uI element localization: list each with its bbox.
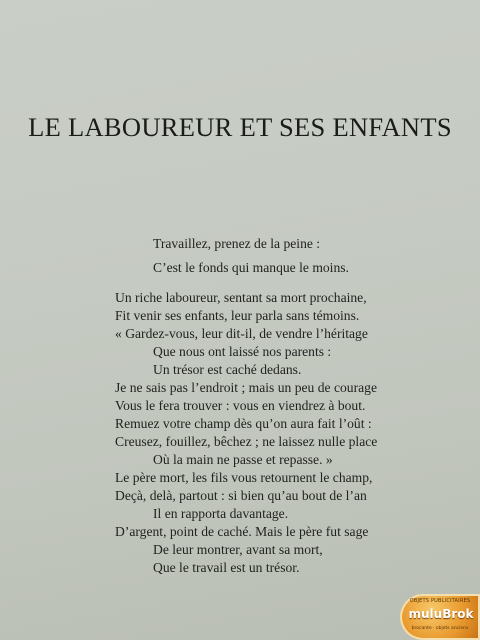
poem-line: Deçà, delà, partout : si bien qu’au bout de l’an — [115, 488, 367, 503]
poem-line: Que le travail est un trésor. — [153, 560, 300, 575]
poem-line: Je ne sais pas l’endroit ; mais un peu de courage — [115, 380, 377, 395]
poem-line: « Gardez-vous, leur dit-il, de vendre l’héritage — [115, 326, 368, 341]
poem-title: LE LABOUREUR ET SES ENFANTS — [28, 112, 452, 142]
watermark-bottom-text: brocante · objets anciens — [411, 626, 469, 631]
poem-line: Travaillez, prenez de la peine : — [153, 236, 321, 251]
poem-line: Il en rapporta davantage. — [153, 506, 289, 521]
watermark-brand: muluBrok — [408, 607, 474, 621]
poem-line: D’argent, point de caché. Mais le père fut sage — [115, 524, 369, 539]
poem-line: Remuez votre champ dès qu’on aura fait l’oût : — [115, 416, 372, 431]
poem-line: Un trésor est caché dedans. — [153, 362, 302, 377]
poem-line: Le père mort, les fils vous retournent le champ, — [115, 470, 373, 485]
poem-line: Fit venir ses enfants, leur parla sans témoins. — [115, 308, 360, 323]
poem-line: Un riche laboureur, sentant sa mort prochaine, — [115, 290, 367, 305]
poem-line: Que nous ont laissé nos parents : — [153, 344, 332, 359]
watermark-logo — [400, 594, 480, 640]
poem-line: C’est le fonds qui manque le moins. — [153, 260, 349, 275]
poem-line: Creusez, fouillez, bêchez ; ne laissez nulle place — [115, 434, 378, 449]
poem-line: Vous le fera trouver : vous en viendrez à bout. — [115, 398, 366, 413]
poem-line: Où la main ne passe et repasse. » — [153, 452, 333, 467]
watermark-top-text: OBJETS PUBLICITAIRES — [409, 598, 471, 604]
poem-line: De leur montrer, avant sa mort, — [153, 542, 323, 557]
